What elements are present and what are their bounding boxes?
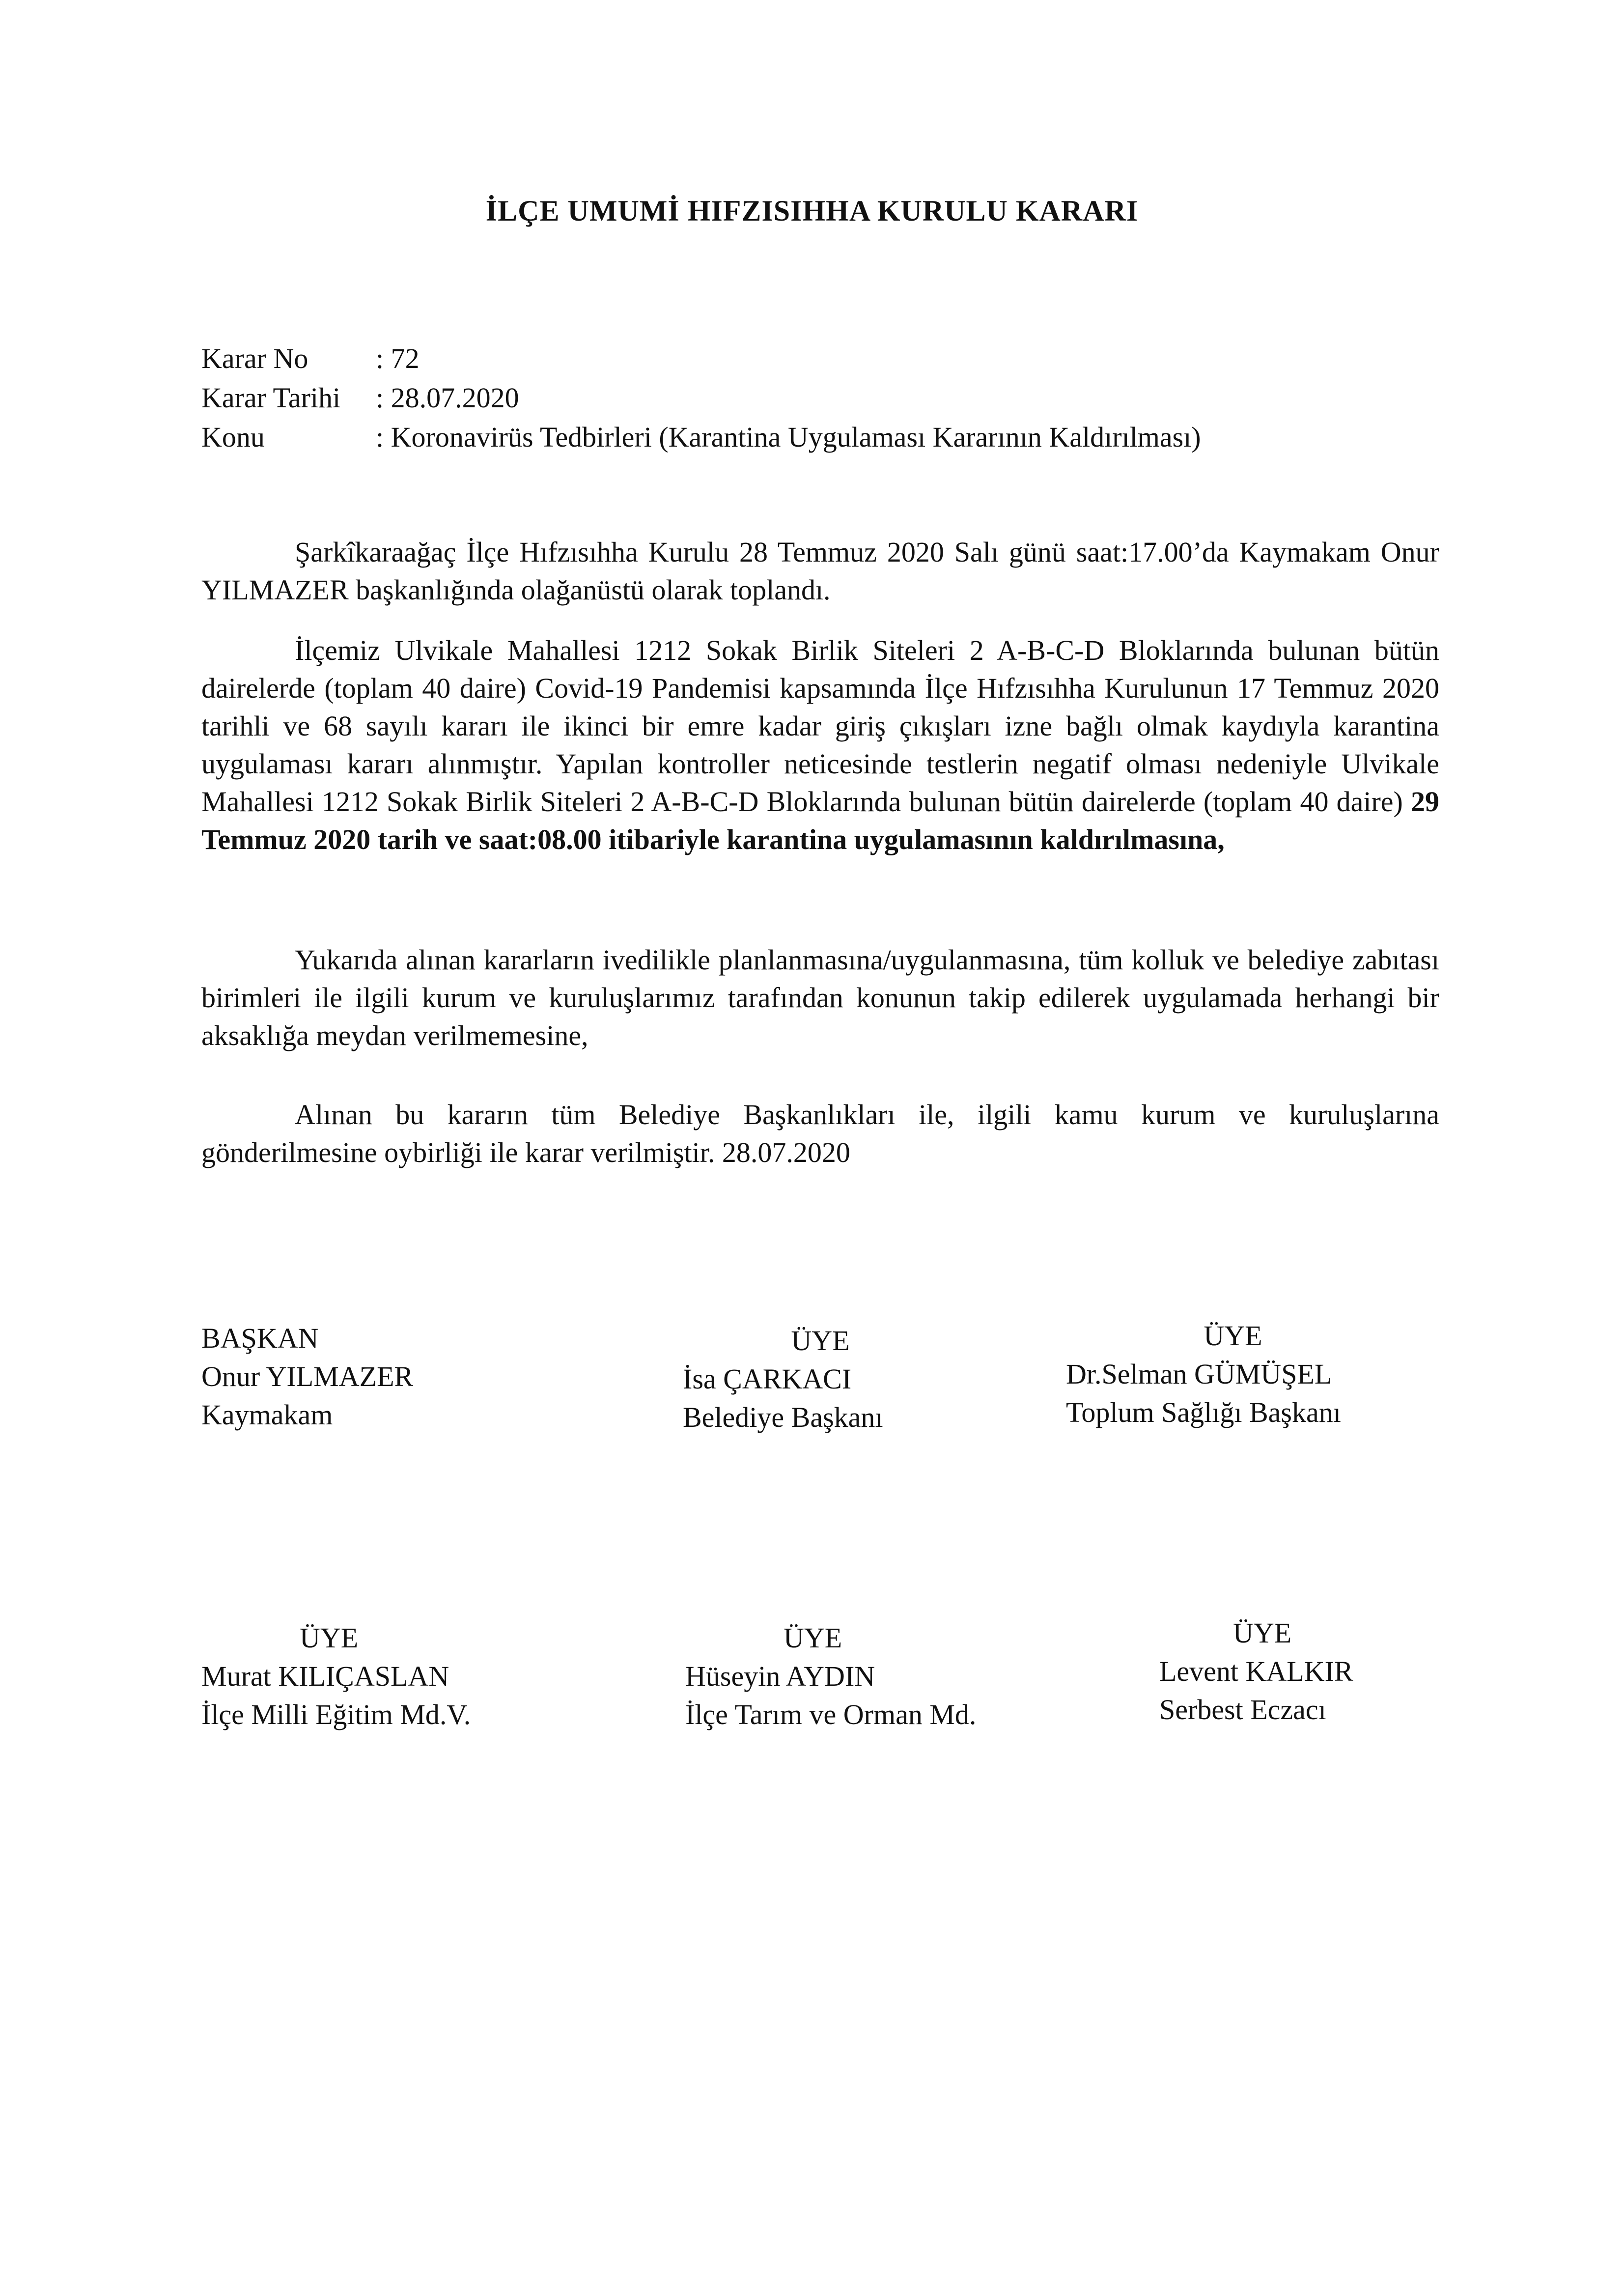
signature-role: ÜYE bbox=[784, 1622, 842, 1654]
meta-label: Konu bbox=[201, 421, 265, 453]
meta-value: : 72 bbox=[376, 342, 420, 374]
signature-name: Levent KALKIR bbox=[1159, 1655, 1353, 1687]
signature-title: İlçe Tarım ve Orman Md. bbox=[685, 1699, 977, 1730]
signature-title: Toplum Sağlığı Başkanı bbox=[1066, 1396, 1341, 1428]
signature-title: İlçe Milli Eğitim Md.V. bbox=[201, 1699, 471, 1730]
signature-role: ÜYE bbox=[1233, 1617, 1292, 1649]
signature-name: Dr.Selman GÜMÜŞEL bbox=[1066, 1358, 1332, 1390]
paragraph-decision bbox=[201, 631, 1439, 858]
signature-role: ÜYE bbox=[791, 1325, 850, 1357]
signature-name: Murat KILIÇASLAN bbox=[201, 1660, 449, 1692]
signature-role: BAŞKAN bbox=[201, 1322, 319, 1354]
meta-value: : Koronavirüs Tedbirleri (Karantina Uygulaması Kararının Kaldırılması) bbox=[376, 421, 1201, 453]
signature-name: Hüseyin AYDIN bbox=[685, 1660, 875, 1692]
document-title: İLÇE UMUMİ HIFZISIHHA KURULU KARARI bbox=[485, 195, 1139, 227]
signature-title: Serbest Eczacı bbox=[1159, 1694, 1326, 1726]
signature-name: Onur YILMAZER bbox=[201, 1360, 414, 1392]
paragraph-closing: Alınan bu kararın tüm Belediye Başkanlıkları ile, ilgili kamu kurum ve kuruluşlarına gönderilmesine oybirliği ile karar verilmiştir. 28.07.2020 bbox=[201, 1099, 1439, 1168]
signature-block-member bbox=[201, 1619, 535, 1734]
paragraph-decision-text: İlçemiz Ulvikale Mahallesi 1212 Sokak Birlik Siteleri 2 A-B-C-D Bloklarında bulunan bütün dairelerde (toplam 40 daire) Covid-19 Pandemisi kapsamında İlçe Hıfzısıhha Kurulunun 17 Temmuz 2020 tarihli ve 68 sayılı kararı ile ikinci bir emre kadar giriş çıkışları izne bağlı olmak kaydıyla karantina uygulaması kararı alınmıştır. Yapılan kontroller neticesinde testlerin negatif olması nedeniyle Ulvikale Mahallesi 1212 Sokak Birlik Siteleri 2 A-B-C-D Bloklarında bulunan bütün dairelerde (toplam 40 daire) bbox=[201, 634, 1439, 818]
signature-role: ÜYE bbox=[300, 1622, 359, 1654]
paragraph-meeting: Şarkîkaraağaç İlçe Hıfzısıhha Kurulu 28 Temmuz 2020 Salı günü saat:17.00’da Kaymakam Onur YILMAZER başkanlığında olağanüstü olarak toplandı. bbox=[201, 536, 1439, 606]
meta-label: Karar Tarihi bbox=[201, 382, 341, 414]
signature-block-chair bbox=[201, 1319, 413, 1434]
signature-block-member bbox=[683, 1322, 958, 1437]
signature-role: ÜYE bbox=[1204, 1320, 1262, 1352]
meta-value: : 28.07.2020 bbox=[376, 382, 519, 414]
signature-name: İsa ÇARKACI bbox=[683, 1363, 852, 1395]
paragraph-decision-bold: 29 Temmuz 2020 tarih ve saat:08.00 itibariyle karantina uygulamasının kaldırılmasına, bbox=[201, 786, 1439, 855]
signature-block-member bbox=[685, 1619, 1039, 1734]
signature-block-member bbox=[1159, 1614, 1395, 1729]
signature-title: Belediye Başkanı bbox=[683, 1401, 883, 1433]
paragraph-implementation: Yukarıda alınan kararların ivedilikle planlanmasına/uygulanmasına, tüm kolluk ve belediye zabıtası birimleri ile ilgili kurum ve kuruluşlarımız tarafından konunun takip edilerek uygulamada herhangi bir aksaklığa meydan verilmemesine, bbox=[201, 944, 1439, 1051]
meta-label: Karar No bbox=[201, 342, 308, 374]
signature-block-member bbox=[1066, 1317, 1400, 1432]
signature-title: Kaymakam bbox=[201, 1399, 333, 1431]
